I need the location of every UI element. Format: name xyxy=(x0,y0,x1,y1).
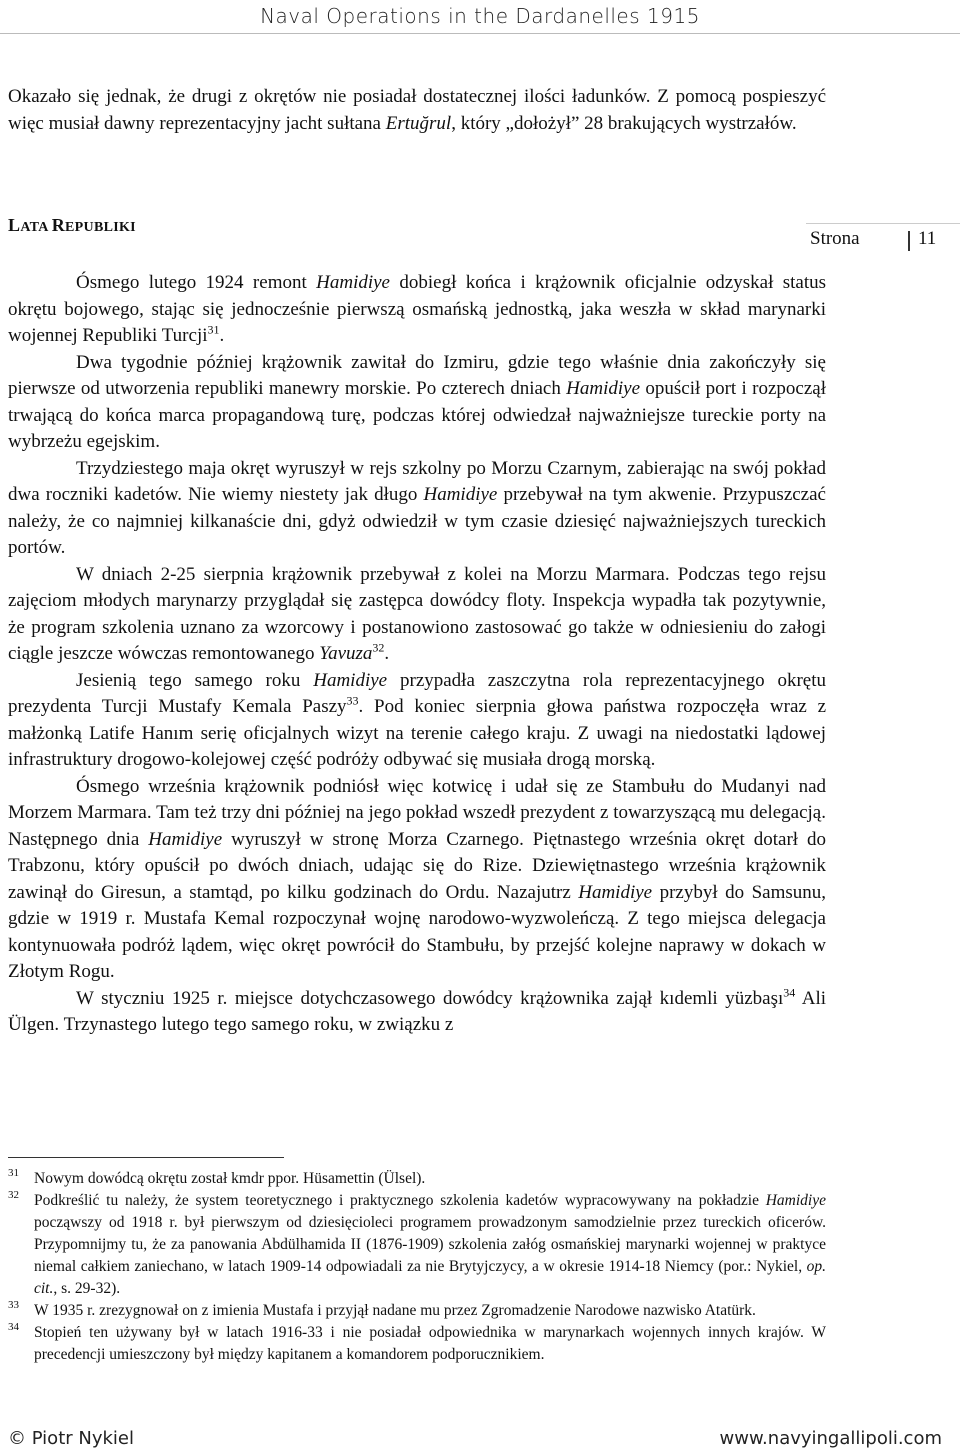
body-paragraph xyxy=(8,270,826,350)
footnote-number: 32 xyxy=(8,1189,19,1201)
footnote-text xyxy=(34,1192,826,1297)
intro-paragraph xyxy=(8,84,826,137)
text-run: wyruszył w stronę Morza Czarnego. Piętnastego września okręt dotarł do Trabzonu, który opuścił po dwóch dniach, udając się do Rize. Dziewiętnastego września krążownik zawinął do Giresun, a stamtąd, po kilku godzinach do Ordu. Nazajutrz xyxy=(8,828,827,903)
text-run: przybył do Samsunu, gdzie w 1919 r. Mustafa Kemal rozpoczynał wojnę narodowo-wyzwoleńczą. Z tego miejsca delegacja kontynuowała podróż lądem, więc okręt powrócił do Stambułu, by przejść kolejne naprawy w dokach w Złotym Rogu. xyxy=(8,881,826,982)
text-run: , s. 29-32). xyxy=(53,1280,121,1297)
body-paragraph xyxy=(8,350,826,456)
footnote xyxy=(8,1168,826,1190)
body-paragraph xyxy=(8,986,826,1039)
text-run: Dwa tygodnie później krążownik zawitał do Izmiru, gdzie tego właśnie dnia zakończyły się pierwsze od utworzenia republiki manewry morskie. Po czterech dniach xyxy=(8,351,826,399)
text-run: Okazało się jednak, że drugi z okrętów nie posiadał dostatecznej ilości ładunków. Z pomocą pospieszyć więc musiał dawny reprezentacyjny jacht sułtana xyxy=(8,86,826,134)
text-run: począwszy od 1918 r. był pierwszym od dziesięcioleci programem prowadzonym samodzielnie przez tureckich oficerów. Przypomnijmy tu, że za panowania Abdülhamida II (1876-1909) szkolenia załóg osmańskiej marynarki wojennej w praktyce niemal całkiem zaniechano, w latach 1909-14 odpowiadali za nie Brytyjczycy, a w okresie 1914-18 Niemcy (por.: Nykiel, xyxy=(34,1214,826,1275)
body-text xyxy=(8,270,826,1039)
text-run: Ósmego lutego 1924 remont xyxy=(76,272,317,293)
text-run: , który „dołożył” 28 brakujących wystrzałów. xyxy=(451,112,797,134)
text-run: Ósmego września krążownik podniósł więc kotwicę i udał się ze Stambułu do Mudanyi nad Morzem Marmara. Tam też trzy dni później na jego pokład wszedł prezydent z towarzyszącą mu delegacją. Następnego dnia xyxy=(8,775,826,850)
footnote-ref: 31 xyxy=(207,322,220,337)
footer-website: www.navyingallipoli.com xyxy=(719,1428,942,1449)
text-run: dobiegł końca i krążownik oficjalnie odzyskał status okrętu bojowego, stając się jednocześnie pierwszą osmańską jednostką, jaka weszła w skład marynarki wojennej Republiki Turcji xyxy=(8,272,826,346)
page-tab-divider xyxy=(908,231,910,251)
italic-text: Hamidiye xyxy=(578,881,653,903)
footnote-ref: 32 xyxy=(372,640,385,655)
italic-text: Hamidiye xyxy=(423,484,498,505)
italic-text: Ertuğrul xyxy=(385,112,452,134)
italic-text: Hamidiye xyxy=(148,828,223,850)
text-run: Stopień ten używany był w latach 1916-33 i nie posiadał odpowiednika w marynarkach wojennych innych krajów. W precedencji umieszczony był między kapitanem a komandorem podporucznikiem. xyxy=(34,1324,826,1363)
body-paragraph xyxy=(8,562,826,668)
footnote xyxy=(8,1300,826,1322)
footnote-ref: 34 xyxy=(783,985,796,1000)
text-run: Jesienią tego samego roku xyxy=(76,669,314,691)
body-paragraph xyxy=(8,774,826,986)
italic-text: op. cit. xyxy=(34,1258,826,1297)
body-paragraph xyxy=(8,456,826,562)
page-number-tab xyxy=(806,223,960,252)
footnote-text xyxy=(34,1302,756,1319)
text-run: Trzydziestego maja okręt wyruszył w rejs szkolny po Morzu Czarnym, zabierając na swój pokład dwa roczniki kadetów. Nie wiemy niestety jak długo xyxy=(8,457,826,505)
text-run: opuścił port i rozpoczął trwającą do końca marca propagandową turę, podczas której odwiedzał najważniejsze tureckie porty na wybrzeżu egejskim. xyxy=(8,378,826,452)
text-run: przypadła zaszczytna rola reprezentacyjnego okrętu prezydenta Turcji Mustafy Kemala Paszy xyxy=(8,669,826,717)
header-rule xyxy=(0,33,960,34)
italic-text: Hamidiye xyxy=(765,1192,826,1209)
footnote-text xyxy=(34,1170,425,1187)
italic-text: Hamidiye xyxy=(313,669,388,691)
footnote-separator xyxy=(8,1157,284,1158)
text-run: . xyxy=(384,643,390,664)
page-footer xyxy=(0,1422,960,1452)
italic-text: Hamidiye xyxy=(566,378,641,399)
page-label: Strona xyxy=(810,228,860,249)
text-run: W 1935 r. zrezygnował on z imienia Mustafa i przyjął nadane mu przez Zgromadzenie Narodowe nazwisko Atatürk. xyxy=(34,1302,756,1319)
footnote-text xyxy=(34,1324,826,1363)
section-heading: LATA REPUBLIKI xyxy=(8,215,136,235)
text-run: przebywał na tym akwenie. Przypuszczać należy, że co najmniej kilkanaście dni, gdyż odwiedził w tym czasie dziesięć najważniejszych tureckich portów. xyxy=(8,484,826,558)
text-run: Podkreślić tu należy, że system teoretycznego i praktycznego szkolenia kadetów wypracowywany na pokładzie xyxy=(34,1192,766,1209)
text-run: W dniach 2-25 sierpnia krążownik przebywał z kolei na Morzu Marmara. Podczas tego rejsu zajęciom młodych marynarzy przyglądał się zastępca dowódcy floty. Inspekcja wypadła tak pozytywnie, że program szkolenia uznano za wzorcowy i postanowiono zastosować go także w odniesieniu do załogi ciągle jeszcze wówczas remontowanego xyxy=(8,563,826,664)
text-run: W styczniu 1925 r. miejsce dotychczasowego dowódcy krążownika zajął kıdemli yüzbaşı xyxy=(76,987,784,1009)
footnote-ref: 33 xyxy=(346,693,359,708)
footnote-number: 33 xyxy=(8,1299,19,1311)
text-run: Ali Ülgen. Trzynastego lutego tego samego roku, w związku z xyxy=(8,987,826,1035)
footer-author: © Piotr Nykiel xyxy=(8,1428,134,1449)
footnotes xyxy=(8,1168,826,1366)
italic-text: Yavuza xyxy=(319,643,373,664)
footnote xyxy=(8,1322,826,1366)
body-paragraph xyxy=(8,668,826,774)
text-run: . Pod koniec sierpnia głowa państwa rozpoczęła wraz z małżonką Latife Hanım serię oficjalnych wizyt na terenie całego kraju. Z uwagi na niedostatki lądowej infrastruktury drogowo-kolejowej część podróży odbywać się musiała drogą morską. xyxy=(8,696,826,770)
footnote xyxy=(8,1190,826,1300)
running-header: Naval Operations in the Dardanelles 1915 xyxy=(260,4,700,28)
page-number: 11 xyxy=(918,228,937,249)
text-run: . xyxy=(219,325,225,346)
footnote-number: 34 xyxy=(8,1321,19,1333)
italic-text: Hamidiye xyxy=(316,272,390,293)
footnote-number: 31 xyxy=(8,1167,19,1179)
text-run: Nowym dowódcą okrętu został kmdr ppor. Hüsamettin (Ülsel). xyxy=(34,1170,426,1187)
